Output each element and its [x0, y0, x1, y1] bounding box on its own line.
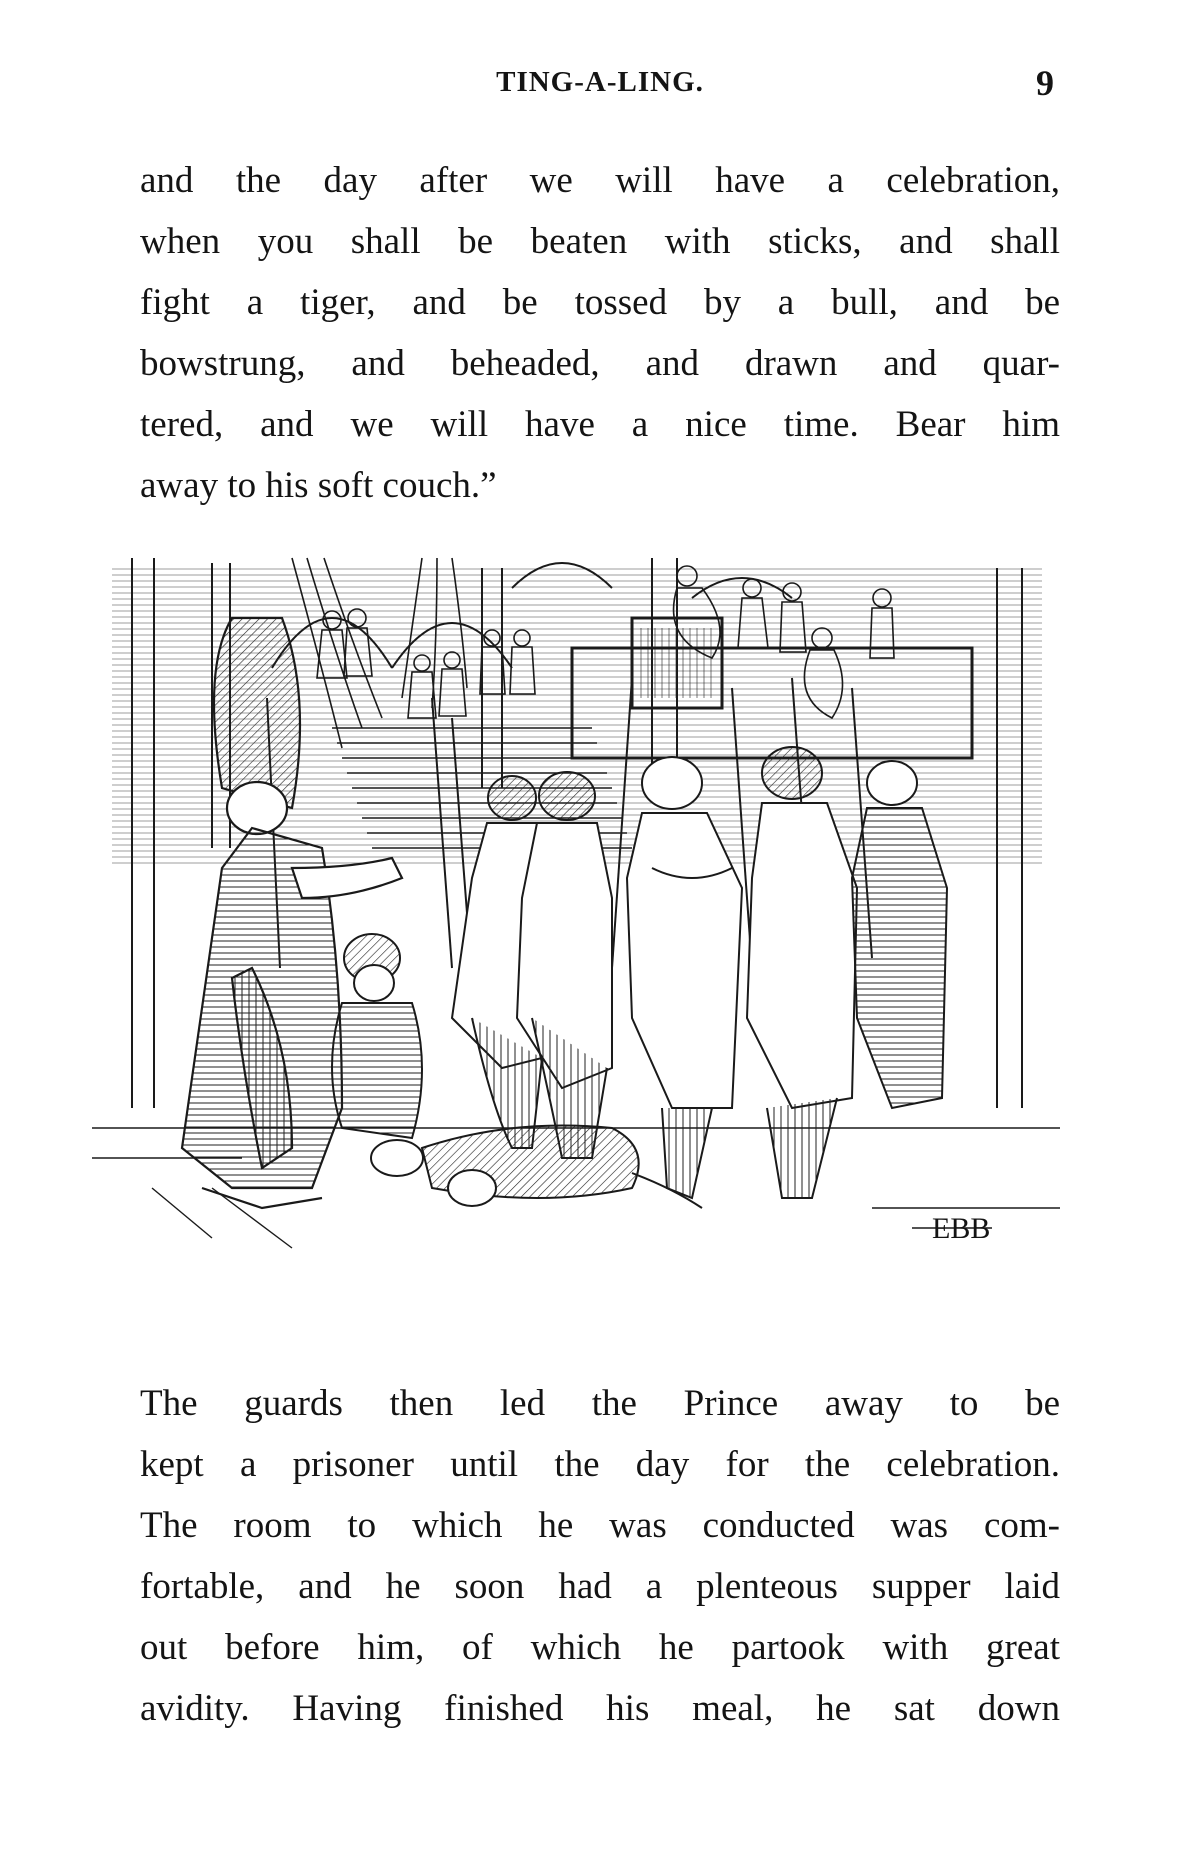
text-line: The room to which he was conducted was com-	[140, 1505, 1060, 1546]
text-line: The guards then led the Prince away to be	[140, 1383, 1060, 1424]
text-line: bowstrung, and beheaded, and drawn and quar-	[140, 343, 1060, 384]
page-number: 9	[1036, 63, 1054, 103]
text-line: out before him, of which he partook with great	[140, 1627, 1060, 1668]
palace-scene-illustration	[92, 548, 1060, 1338]
text-line: tered, and we will have a nice time. Bear him	[140, 404, 1060, 445]
top-paragraph	[140, 150, 1060, 516]
kneeling-figure	[332, 934, 422, 1138]
artist-signature: EBB	[932, 1212, 991, 1245]
text-line: fight a tiger, and be tossed by a bull, and be	[140, 282, 1060, 323]
text-line: and the day after we will have a celebration,	[140, 160, 1060, 201]
engraved-illustration	[92, 548, 1060, 1338]
running-title: TING-A-LING.	[496, 66, 704, 98]
running-head	[140, 63, 1060, 106]
text-line: fortable, and he soon had a plenteous supper laid	[140, 1566, 1060, 1607]
bottom-paragraph	[140, 1373, 1060, 1739]
text-line: kept a prisoner until the day for the celebration.	[140, 1444, 1060, 1485]
prostrate-figure	[371, 1126, 702, 1209]
text-line: when you shall be beaten with sticks, and shall	[140, 221, 1060, 262]
text-line: avidity. Having finished his meal, he sat down	[140, 1688, 1060, 1729]
text-line: away to his soft couch.”	[140, 465, 497, 506]
